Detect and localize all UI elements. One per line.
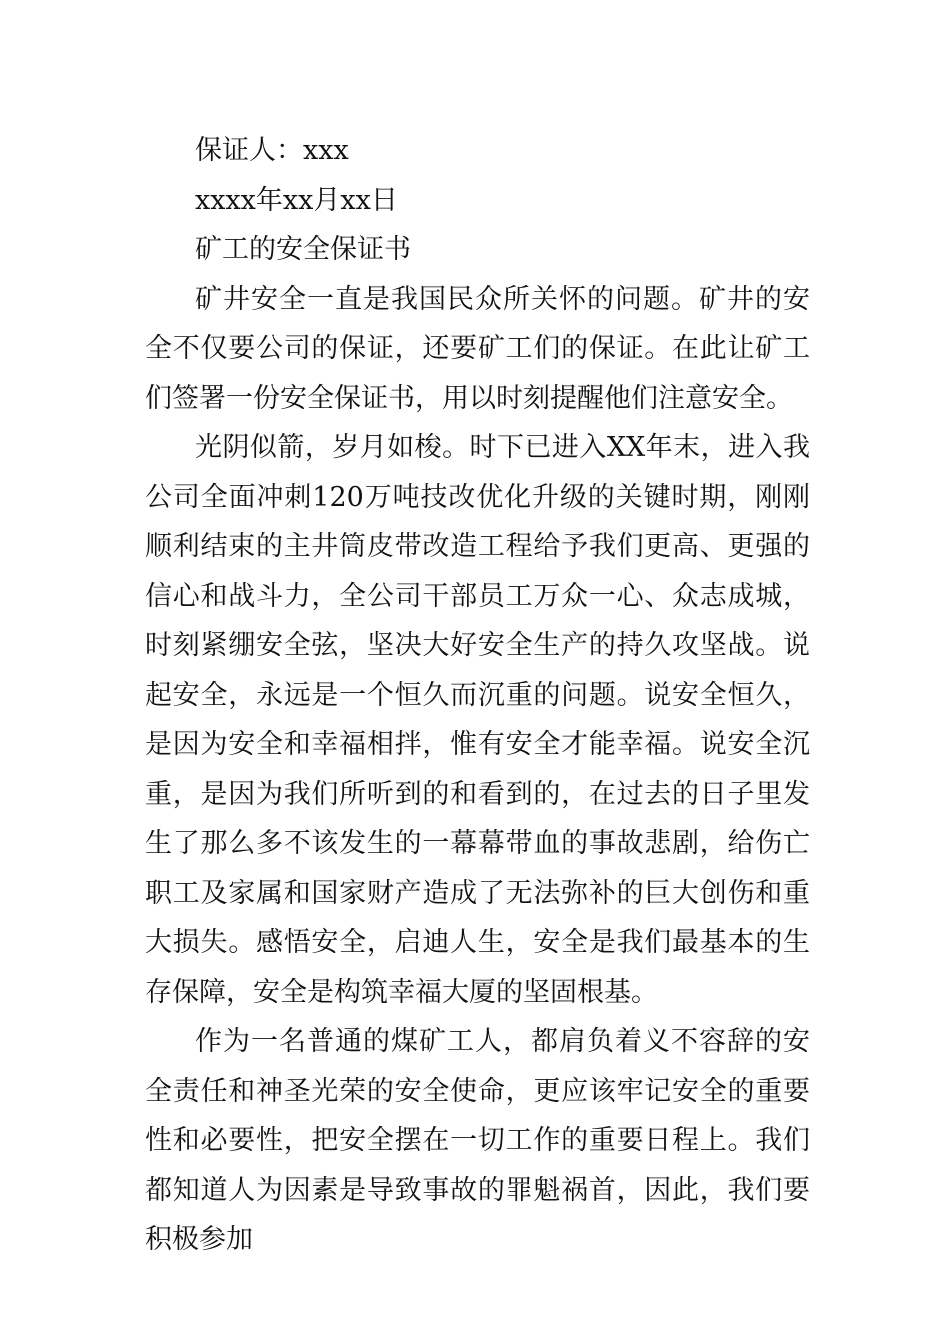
paragraph-safety-reflection: 光阴似箭，岁月如梭。时下已进入XX年末，进入我公司全面冲刺120万吨技改优化升级的关键时期，刚刚顺利结束的主井筒皮带改造工程给予我们更高、更强的信心和战斗力，全公司干部员工万众一心、众志成城，时刻紧绷安全弦，坚决大好安全生产的持久攻坚战。说起安全，永远是一个恒久而沉重的问题。说安全恒久，是因为安全和幸福相拌，惟有安全才能幸福。说安全沉重，是因为我们所听到的和看到的，在过去的日子里发生了那么多不该发生的一幕幕带血的事故悲剧，给伤亡职工及家属和国家财产造成了无法弥补的巨大创伤和重大损失。感悟安全，启迪人生，安全是我们最基本的生存保障，安全是构筑幸福大厦的坚固根基。 xyxy=(145,432,810,1008)
date-line: xxxx年xx月xx日 xyxy=(195,184,398,216)
document-body xyxy=(145,126,810,1265)
document-title: 矿工的安全保证书 xyxy=(195,234,411,265)
paragraph-miner-duty: 作为一名普通的煤矿工人，都肩负着义不容辞的安全责任和神圣光荣的安全使命，更应该牢记安全的重要性和必要性，把安全摆在一切工作的重要日程上。我们都知道人为因素是导致事故的罪魁祸首，因此，我们要积极参加 xyxy=(145,1026,810,1255)
guarantor-line: 保证人：xxx xyxy=(195,135,349,166)
paragraph-intro: 矿井安全一直是我国民众所关怀的问题。矿井的安全不仅要公司的保证，还要矿工们的保证。在此让矿工们签署一份安全保证书，用以时刻提醒他们注意安全。 xyxy=(145,283,810,414)
